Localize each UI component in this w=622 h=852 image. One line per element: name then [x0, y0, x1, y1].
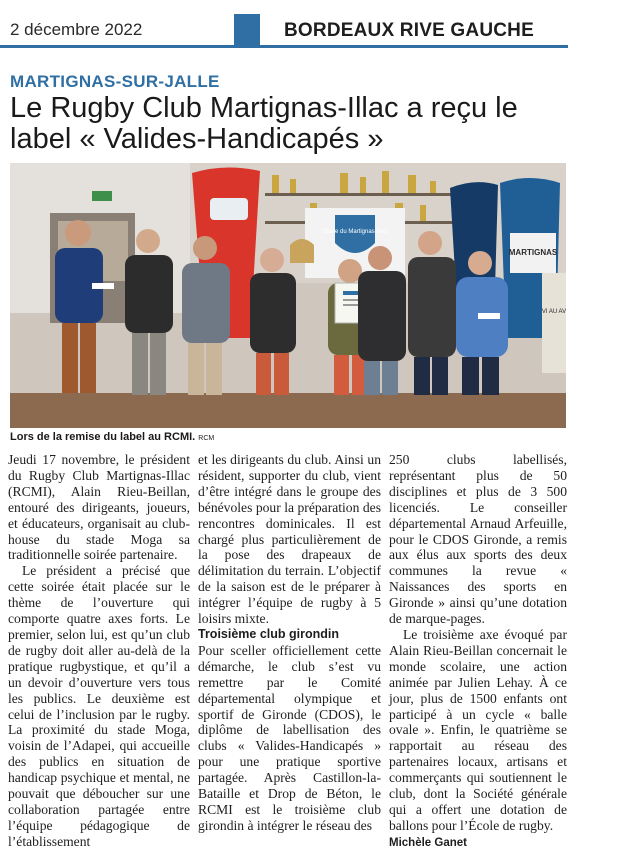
- section-name: BORDEAUX RIVE GAUCHE: [284, 20, 534, 41]
- article-kicker: MARTIGNAS-SUR-JALLE: [10, 72, 220, 91]
- right-banner-sub: VI AU AV: [541, 309, 566, 315]
- paragraph: et les dirigeants du club. Ainsi un résident, supporter du club, vient d’être intégré dans le groupe des bénévoles pour la préparation des rencontres dominicales. Il est chargé plus particulièrement de la pose des drapeaux de délimitation du terrain. L’objectif de la saison est de le préparer à intégrer l’équipe de rugby à 5 loisirs mixte.: [198, 452, 381, 627]
- shield-text: Stade du Martignas-Illac: [322, 229, 388, 235]
- caption-credit: RCM: [198, 435, 215, 442]
- paragraph: Jeudi 17 novembre, le président du Rugby Club Martignas-Illac (RCMI), Alain Rieu-Beillan, entouré des dirigeants, joueurs, et éducateurs, organisait au club-house du stade Moga sa traditionnelle soirée partenaire.: [8, 452, 190, 563]
- paragraph: 250 clubs labellisés, représentant plus de 50 disciplines et plus de 3 500 licenciés. Le conseiller départemental Arnaud Arfeuille, pour le CDOS Gironde, a remis aux élus aux sports des deux communes la revue « Naissances des sports en Gironde » ainsi qu’une dotation de marque-pages.: [389, 452, 567, 627]
- header-rule: [0, 45, 568, 48]
- article-column-1: [8, 452, 190, 850]
- photo-caption: [10, 431, 214, 443]
- paragraph: Le troisième axe évoqué par Alain Rieu-Beillan concernait le monde scolaire, une action animée par Julien Lehay. À ce jour, plus de 1500 enfants ont participé à un cycle « balle ovale ». Enfin, le quatrième se rapportait au réseau des partenaires locaux, artisans et commerçants qui soutiennent le club, dont la Société générale qui a offert une dotation de ballons pour l’École de rugby.: [389, 626, 567, 833]
- issue-date: 2 décembre 2022: [10, 20, 143, 39]
- paragraph: Pour sceller officiellement cette démarche, le club s’est vu remettre par le Comité départemental olympique et sportif de Gironde (CDOS), le diplôme de labellisation des clubs « Valides-Handicapés » pour une pratique sportive partagée. Après Castillon-la-Bataille et Drop de Béton, le RCMI est le troisième club girondin à intégrer le réseau des: [198, 642, 381, 833]
- article-headline: Le Rugby Club Martignas-Illac a reçu le label « Valides-Handicapés »: [10, 92, 518, 155]
- right-banner-text: MARTIGNAS: [508, 248, 558, 257]
- header-accent-block: [234, 14, 260, 48]
- article-column-3: [389, 452, 567, 852]
- caption-text: Lors de la remise du label au RCMI.: [10, 431, 196, 443]
- article-subhead: Troisième club girondin: [198, 626, 339, 641]
- page-header: [0, 0, 622, 52]
- article-column-2: [198, 452, 381, 834]
- paragraph: Le président a précisé que cette soirée était placée sur le thème de l’ouverture qui comporte quatre axes forts. Le premier, selon lui, est qu’un club de rugby doit aller au-delà de la pratique rugbystique, et qu’il a un devoir d’ouverture vers tous les publics. Le deuxième est celui de l’inclusion par le rugby. La proximité du stade Moga, voisin de l’Adapei, qui accueille des publics en situation de handicap psychique et mental, ne pouvait que déboucher sur une collaboration partagée entre l’équipe pédagogique de l’établissement: [8, 563, 190, 849]
- article-author: Michèle Ganet: [389, 836, 467, 849]
- article-photo: [10, 163, 566, 428]
